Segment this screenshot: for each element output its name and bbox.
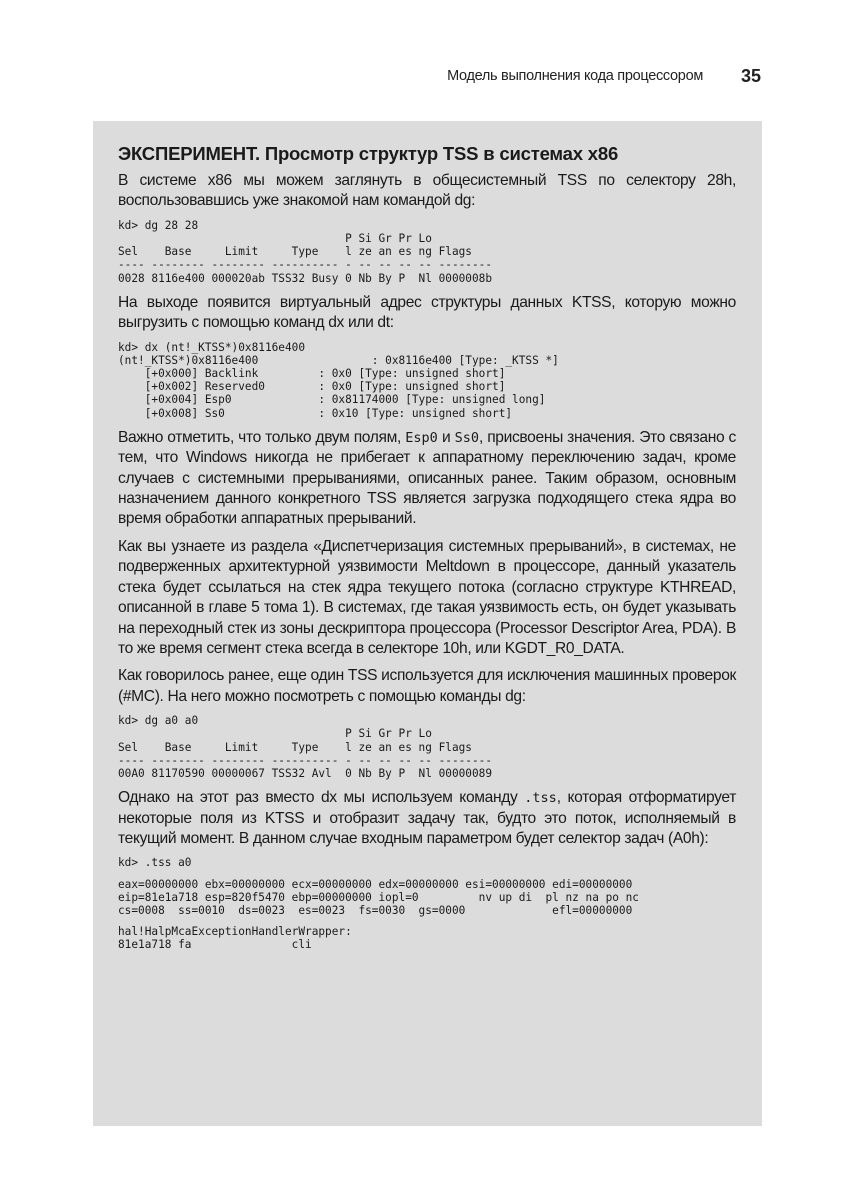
running-header bbox=[0, 66, 849, 90]
code-block-dg-a0: kd> dg a0 a0 P Si Gr Pr Lo Sel Base Limit Type l ze an es ng Flags ---- -------- -------- ---------- - -- -- -- -- -------- 00A0 81170590 00000067 TSS32 Avl 0 Nb By P Nl 00000089 bbox=[118, 714, 493, 780]
experiment-sidebar bbox=[93, 121, 762, 1126]
inline-code-tss: .tss bbox=[524, 790, 557, 807]
text-segment: и bbox=[437, 428, 455, 446]
text-segment: , присвоены значения. Это связано с тем, что Windows никогда не прибегает к аппаратному переключению задач, кроме случаев с системными прерываниями, описанных ранее. Таким образом, основным назначением данного конкретного TSS является загрузка подходящего стека ядра во время обработки аппаратных прерываний. bbox=[118, 428, 737, 528]
text-segment: Однако на этот раз вместо dx мы используем команду bbox=[118, 789, 525, 807]
paragraph-esp0-ss0 bbox=[118, 428, 736, 530]
code-block-disassembly: hal!HalpMcaExceptionHandlerWrapper: 81e1a718 fa cli bbox=[118, 925, 352, 952]
code-block-tss-a0: kd> .tss a0 bbox=[118, 856, 192, 870]
paragraph-mc-tss: Как говорилось ранее, еще один TSS используется для исключения машинных проверок (#MC). На него можно посмотреть с помощью команды dg: bbox=[118, 667, 736, 705]
code-block-dg-28: kd> dg 28 28 P Si Gr Pr Lo Sel Base Limit Type l ze an es ng Flags ---- -------- -------- ---------- - -- -- -- -- -------- 0028 8116e400 000020ab TSS32 Busy 0 Nb By P Nl 0000008b bbox=[118, 218, 493, 285]
text-segment: Важно отметить, что только двум полям, bbox=[118, 428, 406, 446]
inline-code-esp0: Esp0 bbox=[405, 429, 438, 446]
paragraph-meltdown: Как вы узнаете из раздела «Диспетчеризация системных прерываний», в системах, не подверженных архитектурной уязвимости Meltdown в процессоре, данный указатель стека будет ссылаться на стек ядра текущего потока (согласно структуре KTHREAD, описанной в главе 5 тома 1). В системах, где такая уязвимость есть, он будет указывать на переходный стек из зоны дескриптора процессора (Processor Descriptor Area, PDA). В то же время сегмент стека всегда в селекторе 10h, или KGDT_R0_DATA. bbox=[118, 537, 736, 657]
text-segment: , которая отформатирует некоторые поля из KTSS и отобразит задачу так, будто это поток, исполняемый в текущий момент. В данном случае входным параметром будет селектор задач (A0h): bbox=[118, 789, 736, 847]
page-number: 35 bbox=[740, 66, 761, 86]
inline-code-ss0: Ss0 bbox=[454, 429, 479, 446]
code-block-registers: eax=00000000 ebx=00000000 ecx=00000000 edx=00000000 esi=00000000 edi=00000000 eip=81e1a718 esp=820f5470 ebp=00000000 iopl=0 nv up di pl nz na po nc cs=0008 ss=0010 ds=0023 es=0023 fs=0030 gs=0000 efl=00000000 bbox=[118, 877, 639, 917]
code-block-dx-ktss: kd> dx (nt!_KTSS*)0x8116e400 (nt!_KTSS*)0x8116e400 : 0x8116e400 [Type: _KTSS *] [+0x000] Backlink : 0x0 [Type: unsigned short] [+0x002] Reserved0 : 0x0 [Type: unsigned short] [+0x004] Esp0 : 0x81174000 [Type: unsigned long] [+0x008] Ss0 : 0x10 [Type: unsigned short] bbox=[118, 340, 559, 420]
paragraph-tss-command bbox=[118, 788, 736, 849]
running-title: Модель выполнения кода процессором bbox=[447, 68, 703, 84]
paragraph-ktss: На выходе появится виртуальный адрес структуры данных KTSS, которую можно выгрузить с помощью команд dx или dt: bbox=[118, 293, 736, 332]
experiment-title: ЭКСПЕРИМЕНТ. Просмотр структур TSS в системах x86 bbox=[118, 143, 619, 164]
intro-paragraph: В системе x86 мы можем заглянуть в общесистемный TSS по селектору 28h, воспользовавшись уже знакомой нам командой dg: bbox=[118, 172, 736, 210]
